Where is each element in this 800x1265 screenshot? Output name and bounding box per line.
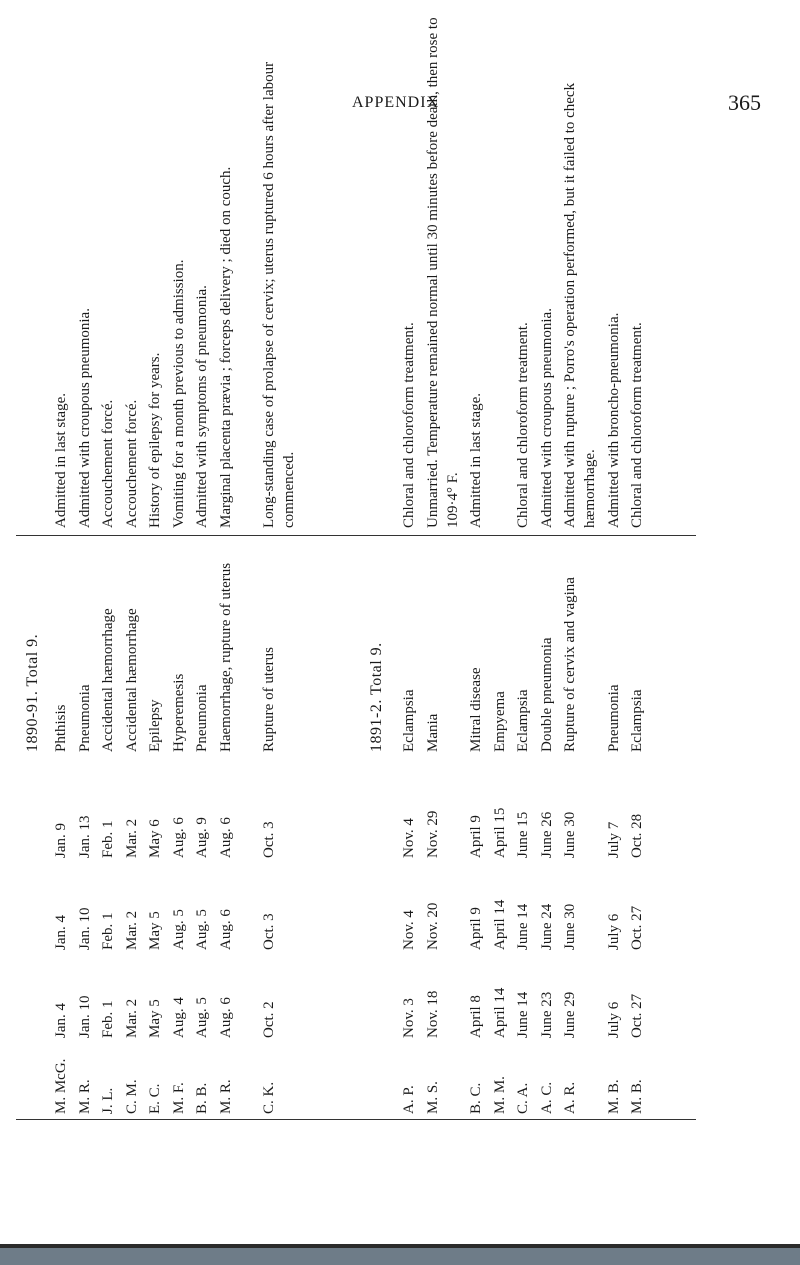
date-third-cell: Feb. 1 [100, 820, 116, 858]
date-second-cell: Nov. 20 [424, 902, 441, 950]
remarks-cell: Admitted with croupous pneumonia. [538, 308, 555, 528]
date-first-cell: Nov. 3 [401, 998, 417, 1038]
date-second-cell: Oct. 27 [629, 905, 645, 950]
date-third-cell: July 7 [605, 821, 622, 858]
disease-cell: Pneumonia [605, 684, 622, 752]
initials-cell: C. M. [123, 1079, 140, 1114]
date-second-cell: Feb. 1 [100, 912, 116, 950]
disease-cell: Epilepsy [147, 699, 163, 752]
initials-cell: E. C. [147, 1083, 163, 1114]
disease-cell: Haemorrhage, rupture of uterus [217, 562, 234, 752]
disease-cell: Empyema [491, 691, 508, 752]
disease-cell: Phthisis [53, 704, 69, 752]
date-second-cell: Aug. 5 [194, 909, 210, 950]
date-second-cell: Mar. 2 [123, 910, 140, 950]
initials-cell: M. F. [170, 1082, 187, 1114]
date-first-cell: Oct. 27 [629, 993, 645, 1038]
initials-cell: B. B. [194, 1082, 210, 1114]
date-second-cell: Oct. 3 [261, 913, 277, 950]
date-second-cell: Nov. 4 [401, 910, 417, 950]
scan-edge-shadow [0, 1244, 800, 1248]
disease-cell: Eclampsia [401, 689, 417, 752]
date-third-cell: Mar. 2 [123, 818, 140, 858]
remarks-cell: Unmarried. Temperature remained normal until 30 minutes before death, then rose to 109·4° F. [424, 17, 461, 528]
date-second-cell: Aug. 5 [170, 909, 187, 950]
date-third-cell: Aug. 6 [170, 817, 187, 858]
initials-cell: M. M. [491, 1076, 508, 1114]
disease-cell: Pneumonia [76, 684, 93, 752]
remarks-cell: Admitted with rupture ; Porro's operation performed, but it failed to check hæmorrhage. [562, 82, 598, 528]
initials-cell: M. S. [424, 1081, 441, 1114]
disease-cell: Mitral disease [468, 667, 484, 752]
date-third-cell: June 30 [562, 811, 578, 858]
date-third-cell: Jan. 13 [76, 815, 93, 858]
date-second-cell: Jan. 4 [53, 915, 69, 950]
disease-cell: Accidental hæmorrhage [100, 608, 116, 752]
date-first-cell: April 8 [468, 995, 484, 1038]
initials-cell: A. R. [562, 1081, 578, 1114]
date-first-cell: Oct. 2 [261, 1001, 277, 1038]
date-first-cell: May 5 [147, 999, 163, 1038]
date-first-cell: Jan. 10 [76, 995, 93, 1038]
remarks-cell: Chloral and chloroform treatment. [401, 322, 417, 528]
date-first-cell: Aug. 6 [217, 997, 234, 1038]
date-second-cell: May 5 [147, 911, 163, 950]
disease-cell: Rupture of uterus [261, 647, 277, 752]
date-first-cell: Jan. 4 [53, 1003, 69, 1038]
initials-cell: C. K. [261, 1081, 277, 1114]
date-first-cell: June 14 [515, 991, 531, 1038]
disease-cell: Double pneumonia [538, 637, 555, 752]
date-second-cell: June 14 [515, 903, 531, 950]
remarks-cell: Admitted in last stage. [468, 393, 484, 528]
disease-cell: Mania [424, 713, 441, 752]
date-second-cell: Aug. 6 [217, 909, 234, 950]
date-third-cell: Jan. 9 [53, 823, 69, 858]
section-title: 1890-91. Total 9. [24, 633, 41, 752]
date-second-cell: June 30 [562, 903, 578, 950]
date-first-cell: April 14 [491, 987, 508, 1038]
remarks-cell: Chloral and chloroform treatment. [629, 322, 645, 528]
date-third-cell: Nov. 4 [401, 818, 417, 858]
remarks-cell: Vomiting for a month previous to admission. [170, 259, 187, 528]
date-second-cell: Jan. 10 [76, 907, 93, 950]
date-third-cell: Aug. 9 [194, 817, 210, 858]
date-third-cell: April 15 [491, 807, 508, 858]
remarks-cell: Admitted with croupous pneumonia. [76, 308, 93, 528]
disease-cell: Pneumonia [194, 684, 210, 752]
date-first-cell: Aug. 4 [170, 997, 187, 1038]
date-second-cell: April 9 [468, 907, 484, 950]
rotated-table [16, 0, 696, 1120]
remarks-cell: Marginal placenta prævia ; forceps delivery ; died on couch. [217, 166, 234, 528]
date-third-cell: June 15 [515, 811, 531, 858]
remarks-cell: Chloral and chloroform treatment. [515, 322, 531, 528]
disease-cell: Accidental hæmorrhage [123, 608, 140, 752]
disease-cell: Rupture of cervix and vagina [562, 577, 578, 752]
disease-cell: Hyperemesis [170, 673, 187, 752]
initials-cell: A. P. [401, 1085, 417, 1114]
date-third-cell: May 6 [147, 819, 163, 858]
date-third-cell: Oct. 28 [629, 813, 645, 858]
date-third-cell: Aug. 6 [217, 817, 234, 858]
initials-cell: M. B. [629, 1079, 645, 1114]
date-third-cell: June 26 [538, 811, 555, 858]
date-first-cell: June 29 [562, 991, 578, 1038]
table-rule [16, 535, 696, 536]
date-first-cell: June 23 [538, 991, 555, 1038]
remarks-cell: Accouchement forcé. [123, 399, 140, 528]
date-first-cell: July 6 [605, 1001, 622, 1038]
date-first-cell: Feb. 1 [100, 1000, 116, 1038]
date-first-cell: Nov. 18 [424, 990, 441, 1038]
initials-cell: M. B. [605, 1079, 622, 1114]
date-second-cell: June 24 [538, 903, 555, 950]
remarks-cell: Admitted with broncho-pneumonia. [605, 312, 622, 528]
initials-cell: C. A. [515, 1082, 531, 1114]
section-title: 1891-2. Total 9. [368, 642, 385, 752]
initials-cell: J. L. [100, 1087, 116, 1114]
date-first-cell: Mar. 2 [123, 998, 140, 1038]
initials-cell: M. McG. [53, 1058, 69, 1114]
page-number: 365 [728, 90, 761, 115]
initials-cell: A. C. [538, 1081, 555, 1114]
initials-cell: B. C. [468, 1082, 484, 1114]
date-first-cell: Aug. 5 [194, 997, 210, 1038]
remarks-cell: Accouchement forcé. [100, 399, 116, 528]
date-third-cell: Nov. 29 [424, 810, 441, 858]
remarks-cell: Admitted with symptoms of pneumonia. [194, 285, 210, 528]
date-second-cell: July 6 [605, 913, 622, 950]
disease-cell: Eclampsia [515, 689, 531, 752]
date-third-cell: April 9 [468, 815, 484, 858]
running-title: APPENDIX [352, 94, 440, 111]
date-third-cell: Oct. 3 [261, 821, 277, 858]
disease-cell: Eclampsia [629, 689, 645, 752]
remarks-cell: Admitted in last stage. [53, 393, 69, 528]
table-rule [16, 1119, 696, 1120]
initials-cell: M. R. [217, 1079, 234, 1114]
remarks-cell: Long-standing case of prolapse of cervix; uterus ruptured 6 hours after labour commenced. [261, 61, 297, 528]
remarks-cell: History of epilepsy for years. [147, 352, 163, 528]
initials-cell: M. R. [76, 1079, 93, 1114]
date-second-cell: April 14 [491, 899, 508, 950]
